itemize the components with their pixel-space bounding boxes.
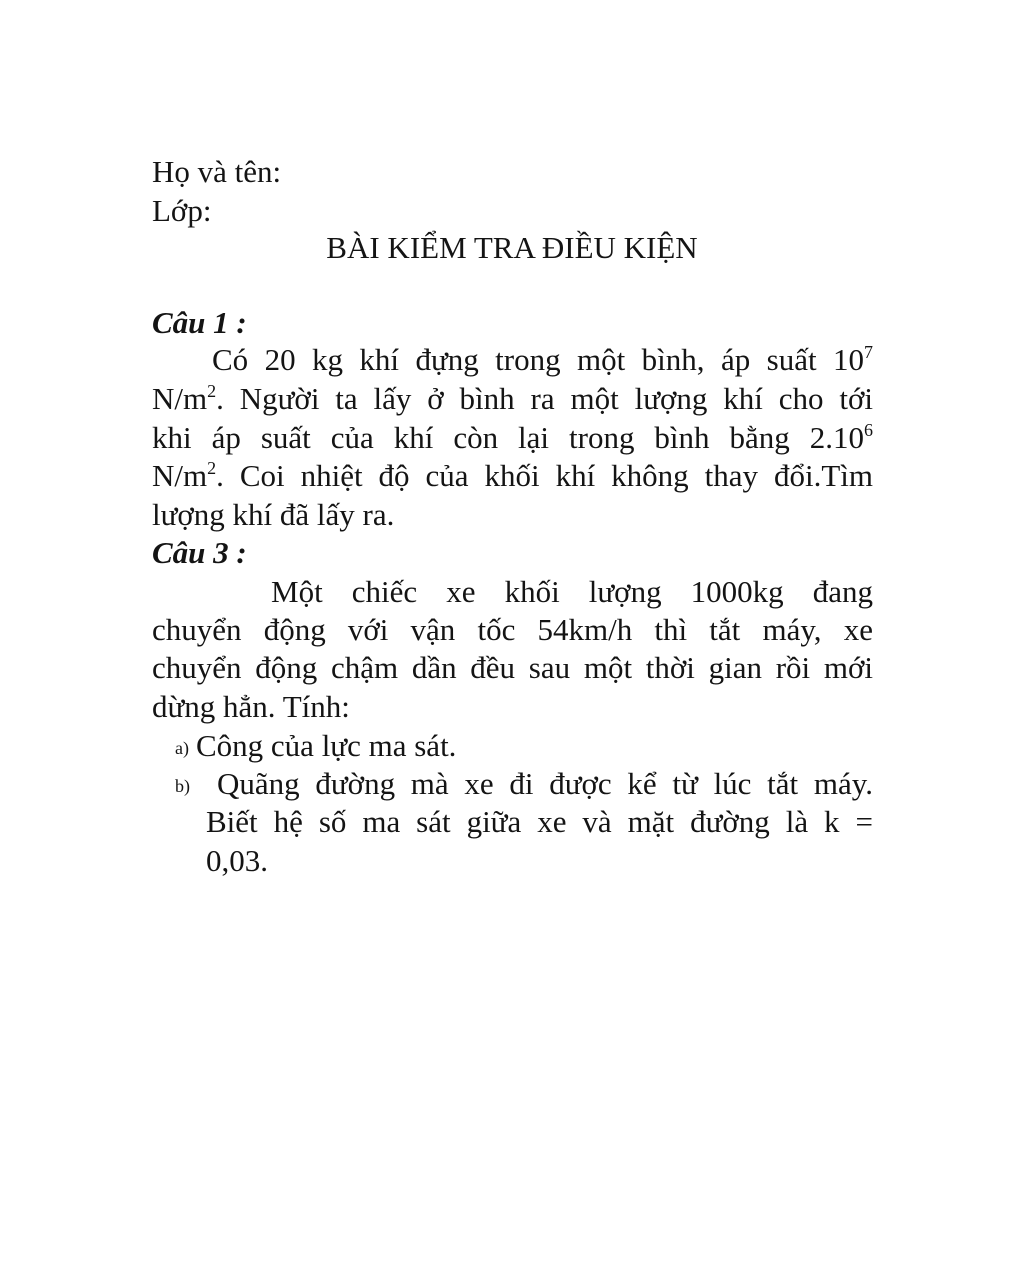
list-item-b-line-2: Biết hệ số ma sát giữa xe và mặt đường là k = <box>206 804 873 839</box>
question-1-heading: Câu 1 : <box>152 305 247 340</box>
list-item-b-line-3: 0,03. <box>206 843 268 878</box>
name-label: Họ và tên: <box>152 154 282 189</box>
list-marker-a: a) <box>175 738 189 758</box>
question-3-line-1: Một chiếc xe khối lượng 1000kg đang <box>271 574 873 609</box>
list-marker-b: b) <box>175 776 190 796</box>
question-3-line-4: dừng hẳn. Tính: <box>152 689 350 724</box>
unit-text: N/m <box>152 381 208 416</box>
exponent: 6 <box>864 420 873 440</box>
list-item-b-line-1: Quãng đường mà xe đi được kể từ lúc tắt máy. <box>217 766 873 801</box>
question-1-line-4 <box>152 457 873 495</box>
exponent: 2 <box>207 458 217 478</box>
question-1-line-1-text: Có 20 kg khí đựng trong một bình, áp suất 10 <box>212 342 864 377</box>
question-1-line-2-text: . Người ta lấy ở bình ra một lượng khí cho tới <box>216 381 873 416</box>
list-item-a-line-1: Công của lực ma sát. <box>196 728 457 763</box>
question-3-line-2: chuyển động với vận tốc 54km/h thì tắt máy, xe <box>152 612 873 647</box>
unit-text: N/m <box>152 458 208 493</box>
exponent: 7 <box>864 342 873 362</box>
question-1-line-2 <box>152 380 873 418</box>
class-label: Lớp: <box>152 193 212 228</box>
question-3-line-3: chuyển động chậm dần đều sau một thời gian rồi mới <box>152 650 873 685</box>
question-1-line-1 <box>152 341 873 379</box>
question-1-line-4-text: . Coi nhiệt độ của khối khí không thay đổi.Tìm <box>216 458 873 493</box>
question-1-line-3 <box>152 419 873 457</box>
page-title: BÀI KIỂM TRA ĐIỀU KIỆN <box>326 230 698 265</box>
question-1-line-3-text: khi áp suất của khí còn lại trong bình bằng 2.10 <box>152 420 864 455</box>
exponent: 2 <box>207 381 217 401</box>
question-1-line-5: lượng khí đã lấy ra. <box>152 497 395 532</box>
question-3-heading: Câu 3 : <box>152 535 247 570</box>
